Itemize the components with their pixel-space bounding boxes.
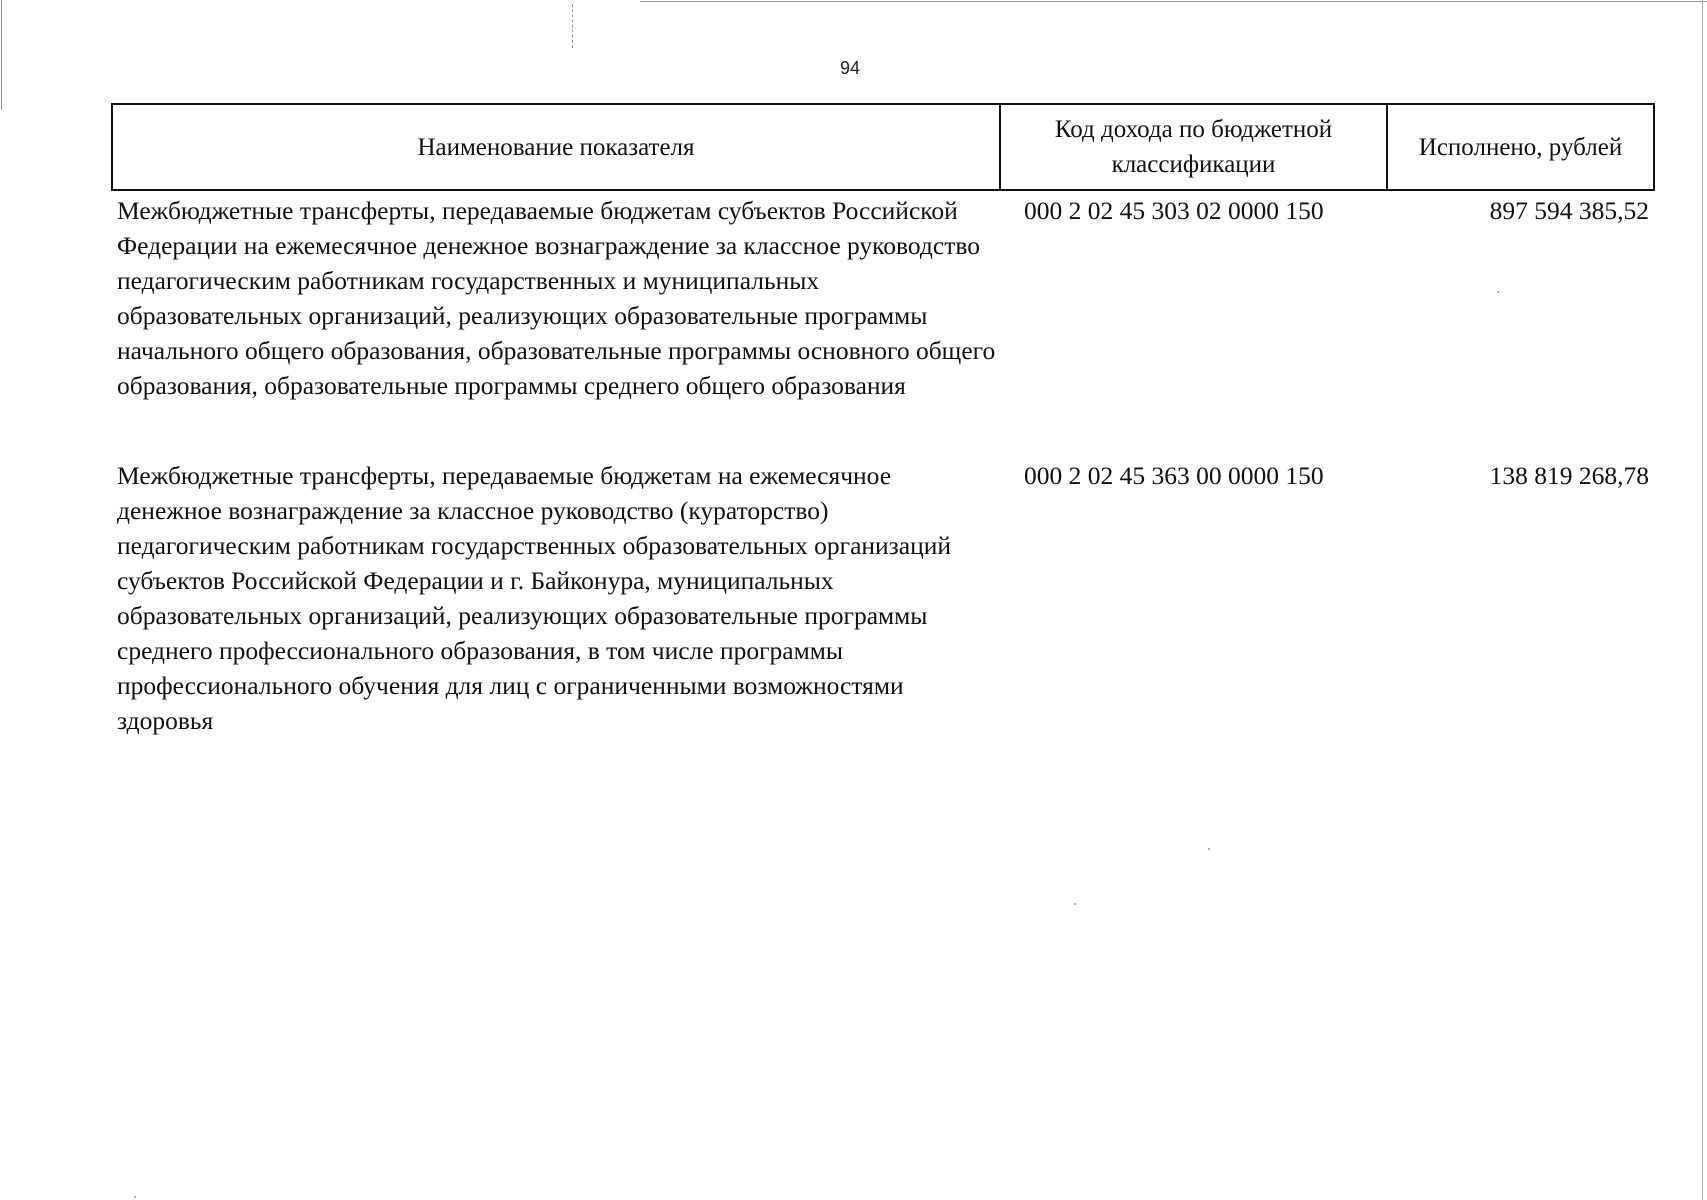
scan-mark xyxy=(572,4,574,48)
table-header xyxy=(112,104,1654,190)
revenue-table xyxy=(111,103,1655,758)
scan-border-left xyxy=(1,0,2,110)
row-amount: 138 819 268,78 xyxy=(1489,461,1649,490)
table-body xyxy=(112,190,1654,758)
row-name: Межбюджетные трансферты, передаваемые бюджетам на ежемесячное денежное вознаграждение за классное руководство (кураторство) педагогическим работникам государственных образовательных организаций субъектов Российской Федерации и г. Байконура, муниципальных образовательных организаций, реализующих образовательные программы среднего профессионального образования, в том числе программы профессионального обучения для лиц с ограниченными возможностями здоровья xyxy=(117,461,952,735)
row-name: Межбюджетные трансферты, передаваемые бюджетам субъектов Российской Федерации на ежемесячное денежное вознаграждение за классное руководство педагогическим работникам государственных и муниципальных образовательных организаций, реализующих образовательные программы начального общего образования, образовательные программы основного общего образования, образовательные программы среднего общего образования xyxy=(117,196,996,400)
row-code: 000 2 02 45 363 00 0000 150 xyxy=(1024,461,1324,490)
scan-border-right xyxy=(1702,0,1703,1200)
page-number: 94 xyxy=(839,58,861,78)
header-name: Наименование показателя xyxy=(112,104,1000,190)
scan-border-top xyxy=(640,1,1707,2)
row-code: 000 2 02 45 303 02 0000 150 xyxy=(1024,196,1324,225)
table-row xyxy=(112,190,1654,458)
scan-speck xyxy=(1497,291,1499,293)
table-row xyxy=(112,458,1654,758)
row-amount: 897 594 385,52 xyxy=(1489,196,1649,225)
scan-speck xyxy=(134,1196,136,1198)
header-code: Код дохода по бюджетной классификации xyxy=(1000,104,1387,190)
header-amount: Исполнено, рублей xyxy=(1387,104,1654,190)
header-row xyxy=(112,104,1654,190)
scan-speck xyxy=(1074,903,1076,905)
scan-speck xyxy=(1208,848,1210,850)
